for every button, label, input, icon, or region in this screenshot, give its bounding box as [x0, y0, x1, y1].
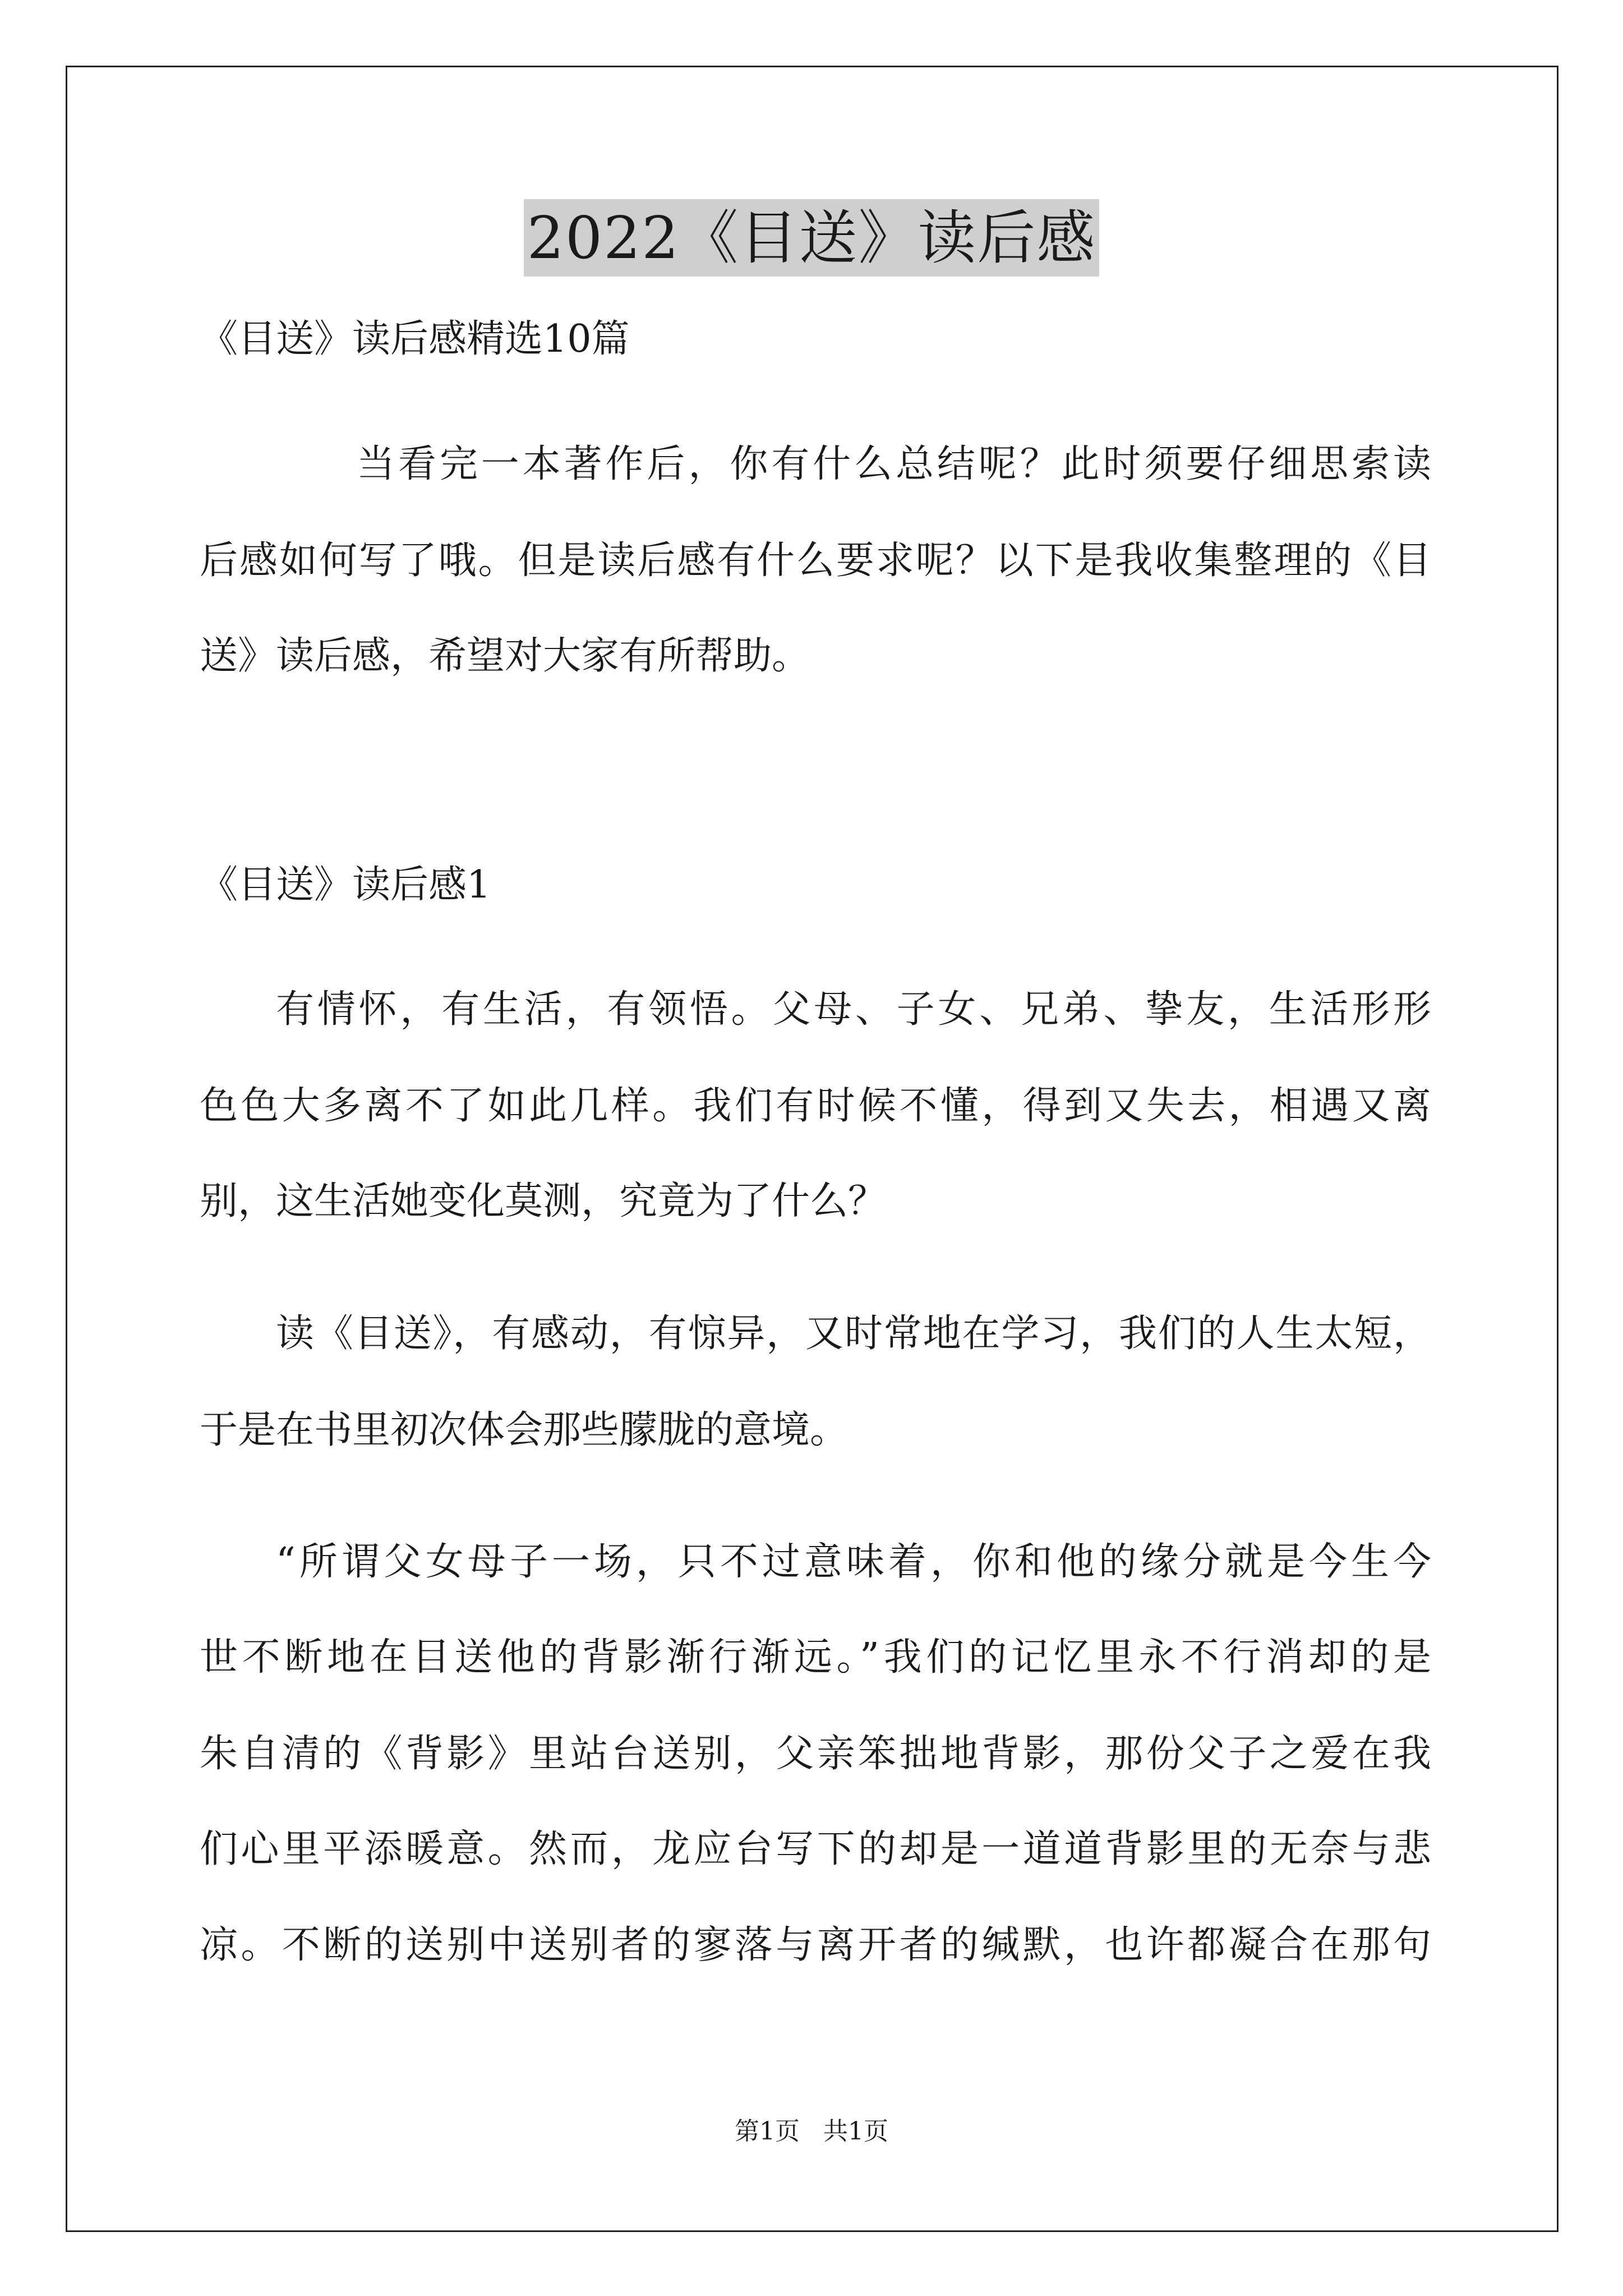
title-block [0, 199, 1623, 277]
para2-line-2: 于是在书里初次体会那些朦胧的意境。 [200, 1408, 849, 1452]
page-footer: 第1页 共1页 [735, 2117, 888, 2146]
intro-line-1: 当看完一本著作后，你有什么总结呢？此时须要仔细思索读 [357, 442, 1431, 486]
intro-line-2: 后感如何写了哦。但是读后感有什么要求呢？以下是我收集整理的《目 [200, 539, 1431, 583]
para1-line-3: 别，这生活她变化莫测，究竟为了什么？ [200, 1179, 887, 1223]
para1-line-2: 色色大多离不了如此几样。我们有时候不懂，得到又失去，相遇又离 [200, 1084, 1431, 1128]
para3-line-5: 凉。不断的送别中送别者的寥落与离开者的缄默，也许都凝合在那句 [200, 1923, 1431, 1967]
page-border [66, 66, 1559, 2232]
para1-line-1: 有情怀，有生活，有领悟。父母、子女、兄弟、挚友，生活形形 [276, 987, 1431, 1032]
intro-line-3: 送》读后感，希望对大家有所帮助。 [200, 634, 810, 678]
para3-line-3: 朱自清的《背影》里站台送别，父亲笨拙地背影，那份父子之爱在我 [200, 1732, 1431, 1776]
para3-line-1: “所谓父女母子一场，只不过意味着，你和他的缘分就是今生今 [276, 1540, 1431, 1584]
document-title: 2022《目送》读后感 [524, 199, 1100, 277]
para2-line-1: 读《目送》，有感动，有惊异，又时常地在学习，我们的人生太短， [276, 1312, 1431, 1356]
para3-line-4: 们心里平添暖意。然而，龙应台写下的却是一道道背影里的无奈与悲 [200, 1827, 1431, 1871]
section-heading: 《目送》读后感1 [200, 863, 491, 907]
document-subtitle: 《目送》读后感精选10篇 [200, 317, 630, 361]
para3-line-2: 世不断地在目送他的背影渐行渐远。”我们的记忆里永不行消却的是 [200, 1635, 1431, 1680]
